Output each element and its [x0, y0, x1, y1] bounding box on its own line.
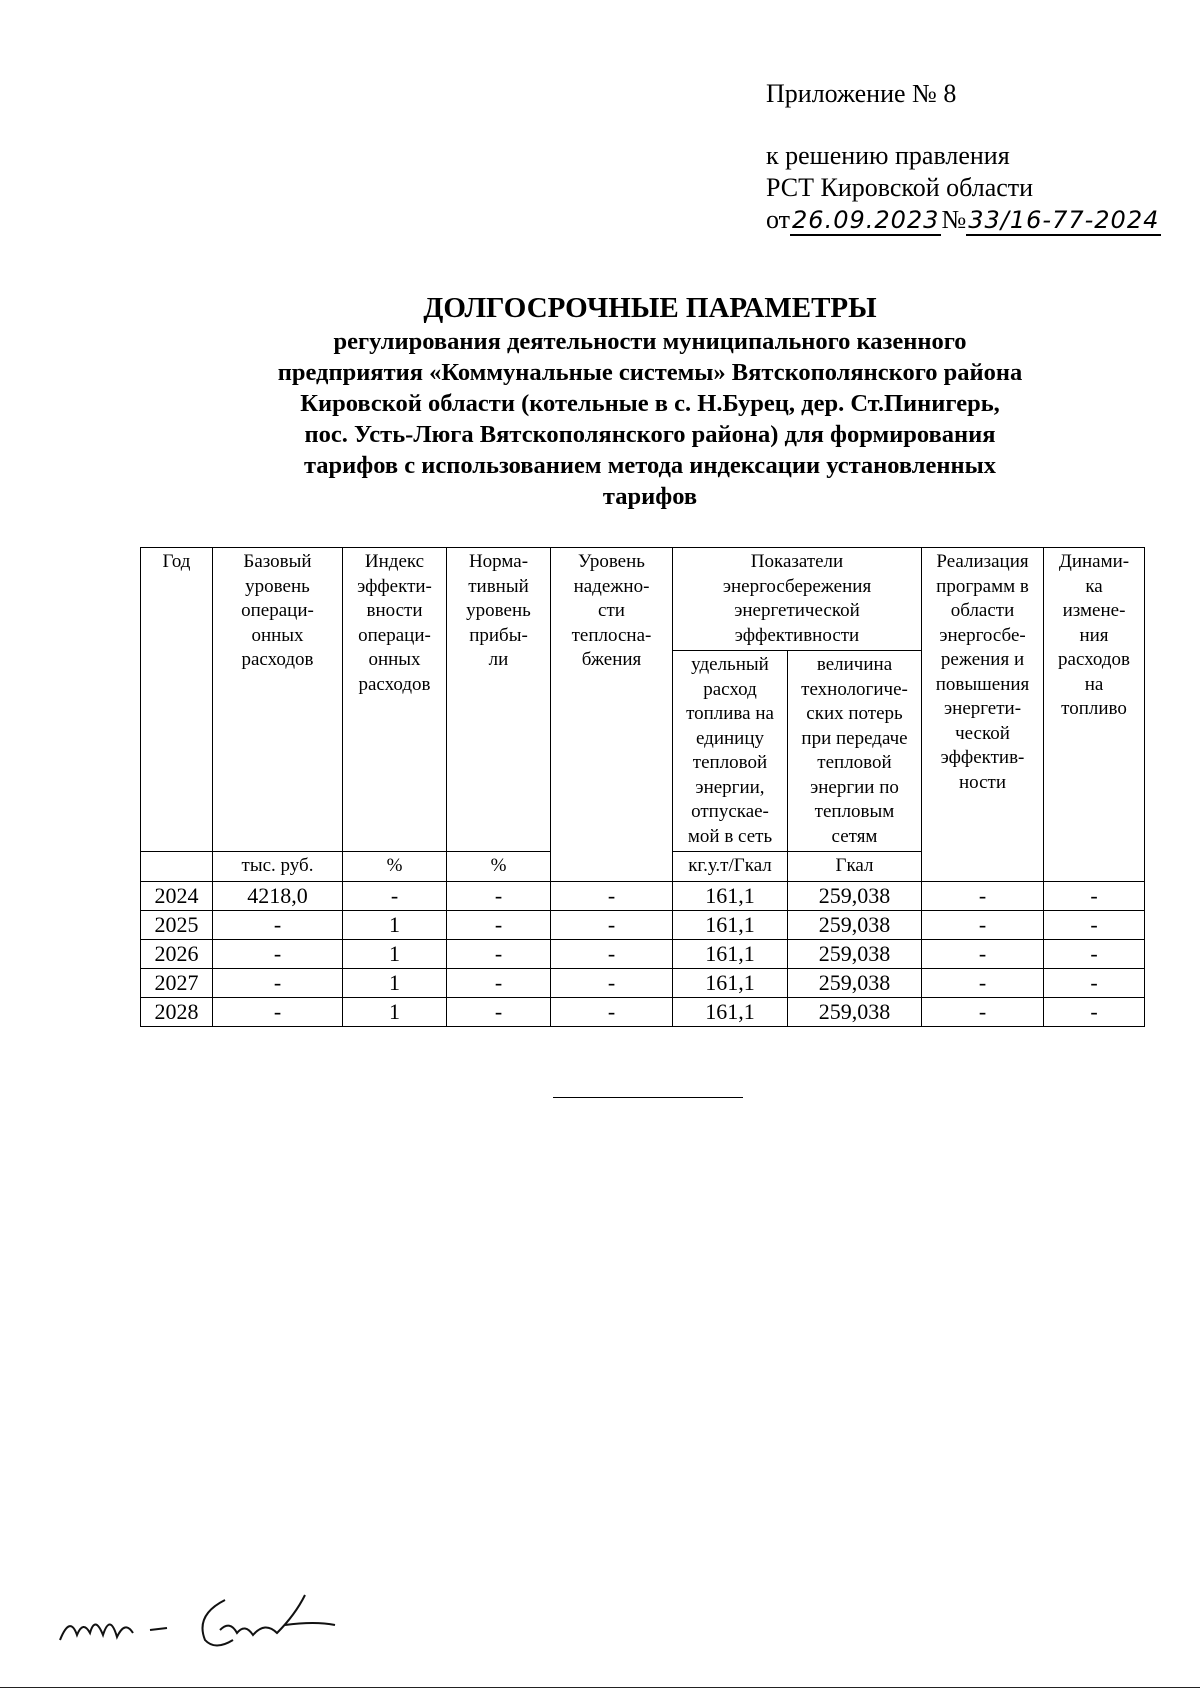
parameters-table — [140, 547, 1145, 1027]
document-title: ДОЛГОСРОЧНЫЕ ПАРАМЕТРЫ — [423, 292, 877, 324]
header-line: тепловой — [817, 752, 892, 773]
header-line: тивный — [468, 575, 529, 597]
header-line: расход — [703, 678, 757, 700]
header-line: операци- — [358, 624, 431, 646]
header-line: энергии по — [810, 776, 899, 798]
cell-fuel: 161,1 — [673, 910, 788, 939]
header-line: сетям — [831, 825, 878, 847]
table-row — [141, 968, 1145, 997]
header-line: энергосбережения — [722, 575, 872, 597]
header-line: онных — [251, 624, 304, 646]
cell-dynamics: - — [1044, 881, 1145, 910]
table-row — [141, 881, 1145, 910]
header-line: эффективности — [734, 624, 860, 646]
heading-line: предприятия «Коммунальные системы» Вятскополянского района — [277, 359, 1023, 386]
heading-line: регулирования деятельности муниципального казенного — [333, 328, 967, 355]
cell-fuel: 161,1 — [673, 939, 788, 968]
header-line: ния — [1079, 624, 1109, 646]
cell-reliability: - — [551, 939, 673, 968]
cell-losses: 259,038 — [788, 910, 922, 939]
unit-year — [141, 852, 213, 882]
decision-date: 26.09.2023 — [792, 206, 940, 234]
cell-year: 2028 — [141, 997, 213, 1026]
header-line: ли — [488, 649, 509, 670]
cell-base: 4218,0 — [213, 881, 343, 910]
cell-programs: - — [922, 881, 1044, 910]
header-line: энергети- — [944, 698, 1022, 719]
cell-reliability: - — [551, 910, 673, 939]
header-efficiency-index — [343, 548, 447, 852]
number-prefix: № — [941, 205, 967, 234]
header-fuel-dynamics — [1044, 548, 1145, 882]
cell-reliability: - — [551, 968, 673, 997]
cell-profit: - — [447, 939, 551, 968]
header-line: Реализация — [936, 551, 1029, 572]
header-line: единицу — [695, 727, 765, 749]
header-profit-level — [447, 548, 551, 852]
cell-profit: - — [447, 997, 551, 1026]
header-line: прибы- — [469, 624, 528, 646]
header-line: величина — [816, 654, 893, 675]
cell-index: 1 — [343, 939, 447, 968]
header-line: области — [950, 600, 1015, 621]
header-line: повышения — [935, 673, 1030, 695]
cell-base: - — [213, 939, 343, 968]
cell-index: 1 — [343, 997, 447, 1026]
unit-base-level: тыс. руб. — [213, 852, 343, 882]
header-line: операци- — [241, 600, 314, 621]
appendix-line-3 — [766, 204, 1161, 236]
header-line: бжения — [581, 649, 642, 670]
cell-programs: - — [922, 968, 1044, 997]
unit-fuel-rate: кг.у.т/Гкал — [673, 852, 788, 882]
appendix-block — [766, 78, 1161, 236]
header-line: топливо — [1061, 698, 1127, 719]
header-line: уровень — [245, 575, 310, 597]
cell-year: 2025 — [141, 910, 213, 939]
cell-losses: 259,038 — [788, 997, 922, 1026]
header-line: расходов — [358, 673, 431, 695]
from-prefix: от — [766, 205, 791, 234]
cell-programs: - — [922, 910, 1044, 939]
header-programs — [922, 548, 1044, 882]
header-line: теплосна- — [571, 624, 652, 646]
header-line: тепловым — [814, 801, 895, 822]
header-fuel-rate — [673, 651, 788, 852]
page-bottom-edge — [0, 1687, 1200, 1688]
header-line: Уровень — [578, 551, 645, 572]
header-line: топлива на — [686, 703, 774, 724]
cell-dynamics: - — [1044, 997, 1145, 1026]
header-line: отпускае- — [691, 801, 769, 822]
header-line: энергосбе- — [939, 624, 1026, 646]
cell-dynamics: - — [1044, 968, 1145, 997]
signature — [55, 1585, 375, 1660]
cell-fuel: 161,1 — [673, 997, 788, 1026]
cell-losses: 259,038 — [788, 939, 922, 968]
unit-heat-losses: Гкал — [788, 852, 922, 882]
cell-dynamics: - — [1044, 910, 1145, 939]
table-row — [141, 997, 1145, 1026]
appendix-line-2: РСТ Кировской области — [766, 173, 1034, 202]
header-base-level — [213, 548, 343, 852]
header-energy-saving — [673, 548, 922, 651]
heading-line: тарифов — [602, 483, 698, 510]
decision-number: 33/16-77-2024 — [968, 206, 1160, 234]
header-line: мой в сеть — [687, 825, 773, 847]
header-line: Динами- — [1058, 551, 1130, 572]
header-line: онных — [368, 649, 421, 670]
header-line: эффектив- — [940, 747, 1025, 768]
cell-base: - — [213, 910, 343, 939]
cell-year: 2026 — [141, 939, 213, 968]
cell-profit: - — [447, 910, 551, 939]
table-row — [141, 910, 1145, 939]
header-line: удельный — [691, 654, 769, 675]
header-line: тепловой — [692, 752, 768, 773]
end-divider — [553, 1097, 743, 1098]
header-line: на — [1084, 673, 1104, 695]
cell-profit: - — [447, 881, 551, 910]
header-line: уровень — [466, 600, 531, 621]
header-line: ка — [1085, 575, 1103, 597]
cell-losses: 259,038 — [788, 968, 922, 997]
table-body — [141, 881, 1145, 1026]
header-line: эффекти- — [357, 575, 432, 597]
header-line: при передаче — [801, 727, 908, 749]
header-line: сти — [598, 600, 625, 621]
cell-fuel: 161,1 — [673, 881, 788, 910]
header-line: Индекс — [364, 551, 425, 572]
appendix-title: Приложение № 8 — [766, 79, 957, 108]
cell-programs: - — [922, 997, 1044, 1026]
header-line: ских потерь — [806, 703, 903, 724]
heading-line: пос. Усть-Люга Вятскополянского района) для формирования — [304, 421, 996, 448]
cell-losses: 259,038 — [788, 881, 922, 910]
header-year: Год — [141, 548, 213, 852]
cell-index: 1 — [343, 968, 447, 997]
header-line: вности — [366, 600, 423, 621]
cell-dynamics: - — [1044, 939, 1145, 968]
document-heading — [100, 290, 1200, 512]
header-line: режения и — [940, 649, 1025, 670]
header-line: технологиче- — [801, 678, 908, 700]
header-line: Базовый — [243, 551, 312, 572]
cell-profit: - — [447, 968, 551, 997]
header-line: энергетической — [734, 600, 860, 621]
cell-year: 2027 — [141, 968, 213, 997]
unit-profit-level: % — [447, 852, 551, 882]
header-line: Показатели — [750, 551, 844, 572]
header-line: ческой — [955, 722, 1010, 744]
cell-base: - — [213, 997, 343, 1026]
signature-drawing — [55, 1585, 375, 1655]
header-line: ности — [958, 771, 1007, 793]
header-line: Норма- — [468, 551, 529, 572]
header-line: расходов — [1058, 649, 1130, 670]
table-row — [141, 939, 1145, 968]
heading-line: Кировской области (котельные в с. Н.Бурец, дер. Ст.Пинигерь, — [300, 390, 1000, 417]
header-reliability — [551, 548, 673, 882]
header-line: надежно- — [573, 575, 650, 597]
cell-reliability: - — [551, 997, 673, 1026]
cell-index: 1 — [343, 910, 447, 939]
cell-programs: - — [922, 939, 1044, 968]
header-line: измене- — [1062, 600, 1126, 621]
heading-line: тарифов с использованием метода индексации установленных — [303, 452, 997, 479]
unit-efficiency-index: % — [343, 852, 447, 882]
cell-base: - — [213, 968, 343, 997]
header-heat-losses — [788, 651, 922, 852]
cell-reliability: - — [551, 881, 673, 910]
appendix-line-1: к решению правления — [766, 141, 1010, 170]
cell-index: - — [343, 881, 447, 910]
cell-fuel: 161,1 — [673, 968, 788, 997]
header-line: расходов — [241, 649, 314, 670]
cell-year: 2024 — [141, 881, 213, 910]
header-line: энергии, — [695, 776, 765, 798]
header-line: программ в — [936, 575, 1029, 597]
